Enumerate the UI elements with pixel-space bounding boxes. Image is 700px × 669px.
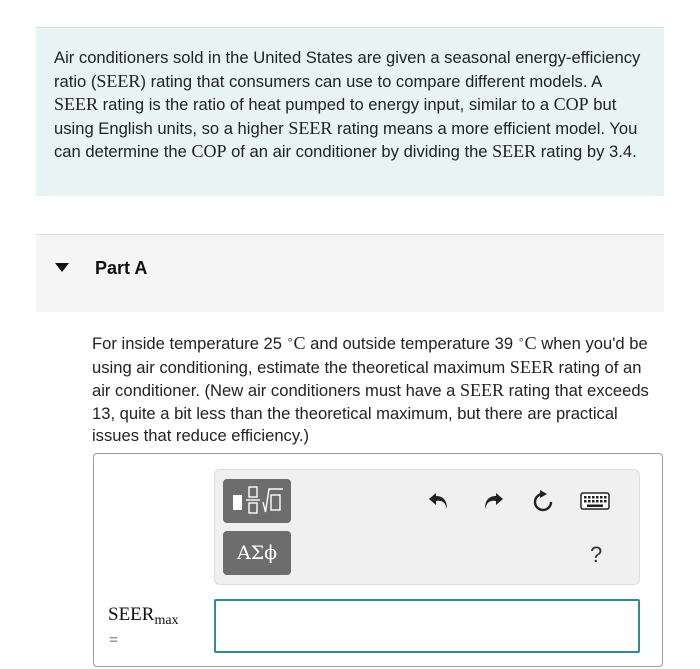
answer-box	[93, 453, 663, 667]
intro-text: ) rating that consumers can use to compare different models. A	[140, 71, 602, 91]
intro-text: Air conditioners sold in the United States are given a seasonal energy-efficiency ratio (	[54, 48, 641, 91]
part-title: Part A	[95, 258, 148, 278]
undo-button[interactable]	[425, 487, 453, 515]
seer-term: SEER	[96, 70, 141, 91]
question-text-part: rating of an air conditioner. (New air conditioners must have a	[92, 357, 642, 400]
seer-term: SEER	[54, 94, 99, 114]
intro-text: rating is the ratio of heat pumped to energy input, similar to a	[98, 95, 554, 114]
reset-button[interactable]	[529, 487, 557, 515]
answer-input[interactable]	[214, 599, 640, 653]
cop-term: COP	[553, 94, 589, 114]
keyboard-icon	[580, 492, 610, 510]
seer-term: SEER	[288, 117, 333, 138]
seer-max-label	[108, 604, 179, 629]
math-toolbar	[214, 469, 640, 585]
question-text-part: rating that exceeds 13, quite a bit less than the theoretical maximum, but there are practical issues that reduce efficiency.)	[92, 381, 649, 445]
equals-sign: =	[109, 632, 119, 649]
celsius-unit: C	[524, 333, 537, 353]
help-icon[interactable]: ?	[590, 542, 603, 567]
seer-label-main: SEER	[108, 604, 155, 625]
seer-label-subscript: max	[154, 613, 179, 628]
reset-icon	[531, 489, 555, 513]
intro-text: rating means a more efficient model. You can determine the	[54, 118, 638, 161]
redo-icon	[482, 491, 504, 511]
greek-symbols-button[interactable]	[223, 531, 291, 575]
redo-button[interactable]	[479, 487, 507, 515]
greek-symbols-icon: ΑΣϕ	[236, 542, 278, 564]
templates-icon	[229, 485, 285, 517]
seer-term: SEER	[460, 380, 505, 400]
intro-text-panel	[36, 28, 664, 196]
celsius-unit: C	[293, 333, 306, 353]
caret-down-icon[interactable]	[55, 263, 69, 272]
question-text-part: when you'd be using air conditioning, estimate the theoretical maximum	[92, 334, 648, 377]
cop-term: COP	[191, 141, 227, 161]
question-text-part: For inside temperature 25	[92, 334, 287, 353]
question-text-part: and outside temperature 39	[305, 334, 518, 353]
keyboard-button[interactable]	[579, 487, 611, 515]
intro-text: rating by 3.4.	[536, 142, 637, 161]
part-a-header[interactable]	[36, 234, 664, 312]
intro-text: but using English units, so a higher	[54, 95, 617, 138]
degree-symbol: ∘	[286, 334, 294, 346]
undo-icon	[428, 491, 450, 511]
intro-text: of an air conditioner by dividing the	[226, 142, 493, 161]
templates-button[interactable]	[223, 479, 291, 523]
question-text	[92, 329, 664, 448]
seer-term: SEER	[509, 356, 554, 377]
seer-term: SEER	[492, 141, 537, 161]
degree-symbol: ∘	[517, 334, 525, 346]
